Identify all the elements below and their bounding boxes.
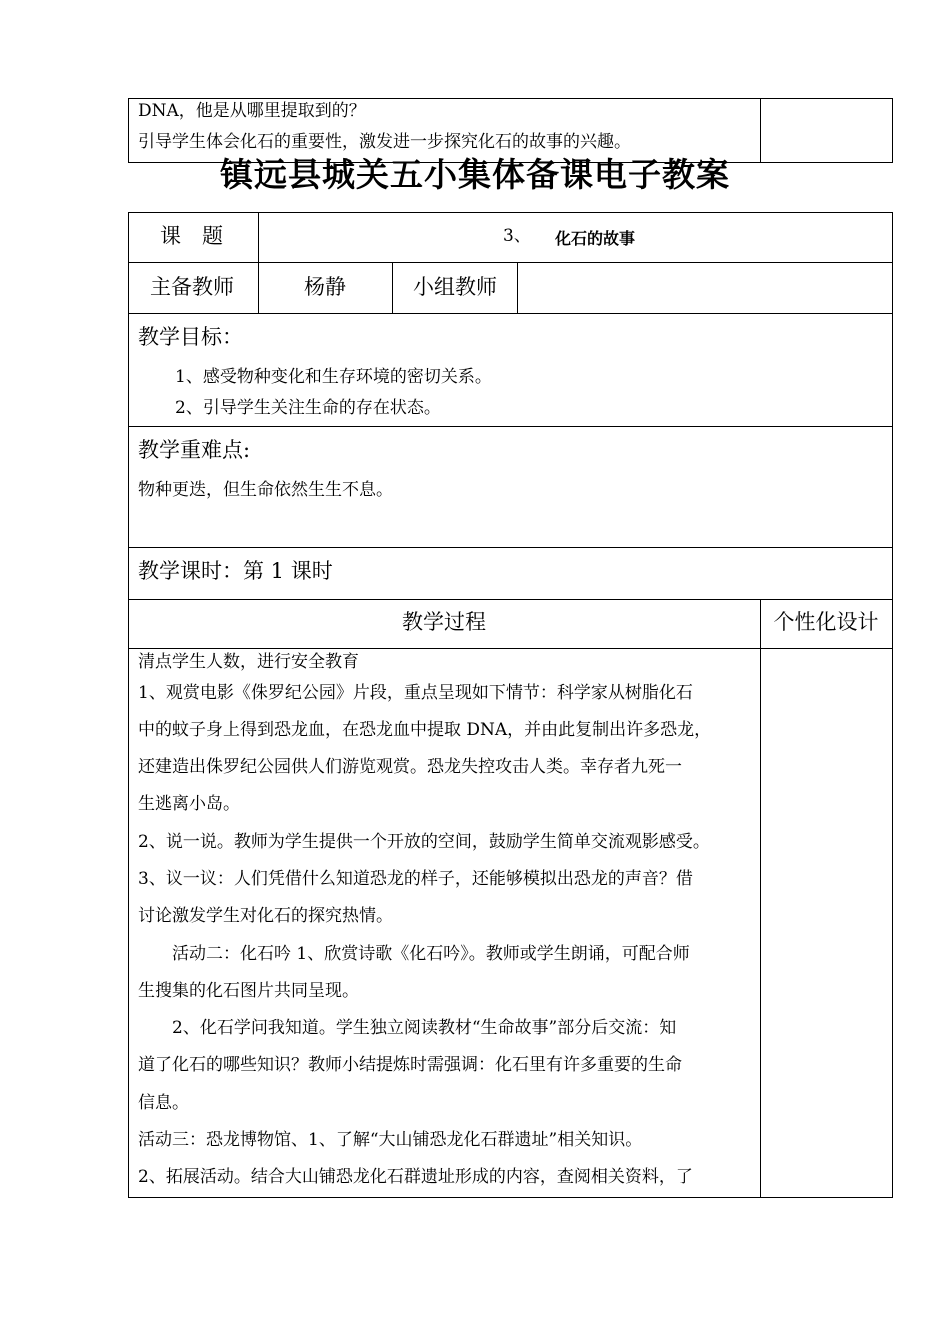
group-teacher-label: 小组教师 <box>413 275 497 299</box>
row-line-8 <box>128 1197 893 1198</box>
teaching-periods: 教学课时：第 1 课时 <box>138 559 333 583</box>
process-line: 中的蚊子身上得到恐龙血，在恐龙血中提取 DNA，并由此复制出许多恐龙， <box>138 720 712 740</box>
process-line: 3、议一议：人们凭借什么知道恐龙的样子，还能够模拟出恐龙的声音？借 <box>138 869 693 889</box>
process-line: 生逃离小岛。 <box>138 794 240 814</box>
doc-title: 镇远县城关五小集体备课电子教案 <box>220 155 730 194</box>
main-teacher-name: 杨静 <box>304 275 346 299</box>
process-line: 2、化石学问我知道。学生独立阅读教材“生命故事”部分后交流：知 <box>138 1018 677 1038</box>
process-line: 1、观赏电影《侏罗纪公园》片段，重点呈现如下情节：科学家从树脂化石 <box>138 683 693 703</box>
lesson-name: 化石的故事 <box>555 229 636 248</box>
process-line: 活动二：化石吟 1、欣赏诗歌《化石吟》。教师或学生朗诵，可配合师 <box>138 944 690 964</box>
lesson-number: 3、 <box>503 226 531 246</box>
table-left-border <box>128 212 129 1198</box>
process-line: 生搜集的化石图片共同呈现。 <box>138 981 359 1001</box>
process-line: 活动三：恐龙博物馆、1、了解“大山铺恐龙化石群遗址”相关知识。 <box>138 1130 643 1150</box>
key-points-text: 物种更迭，但生命依然生生不息。 <box>138 480 393 500</box>
process-line: 2、说一说。教师为学生提供一个开放的空间，鼓励学生简单交流观影感受。 <box>138 832 710 852</box>
col-line-name <box>392 262 393 314</box>
personal-design-header: 个性化设计 <box>773 610 879 634</box>
lesson-label: 课 题 <box>160 224 223 248</box>
row-line-3 <box>128 313 893 314</box>
col-line-personal <box>760 599 761 1198</box>
process-content <box>138 652 760 1197</box>
top-border <box>128 98 893 99</box>
process-line: 道了化石的哪些知识？教师小结提炼时需强调：化石里有许多重要的生命 <box>138 1055 682 1075</box>
objectives-heading: 教学目标： <box>138 325 243 349</box>
row-line-5 <box>128 547 893 548</box>
col-line-group <box>517 262 518 314</box>
top-mid-border <box>760 98 761 163</box>
objective-item: 2、引导学生关注生命的存在状态。 <box>175 398 441 418</box>
row-line-4 <box>128 426 893 427</box>
top-left-border <box>128 98 129 163</box>
top-fragment-line2: 引导学生体会化石的重要性，激发进一步探究化石的故事的兴趣。 <box>138 132 631 152</box>
top-fragment-line1: DNA，他是从哪里提取到的？ <box>138 101 366 121</box>
process-line: 还建造出侏罗纪公园供人们游览观赏。恐龙失控攻击人类。幸存者九死一 <box>138 757 682 777</box>
key-points-heading: 教学重难点: <box>138 438 251 462</box>
objective-item: 1、感受物种变化和生存环境的密切关系。 <box>175 367 492 387</box>
process-line: 清点学生人数，进行安全教育 <box>138 652 359 672</box>
process-header: 教学过程 <box>402 610 486 634</box>
row-line-6 <box>128 599 893 600</box>
row-line-2 <box>128 262 893 263</box>
process-line: 2、拓展活动。结合大山铺恐龙化石群遗址形成的内容，查阅相关资料，了 <box>138 1167 693 1187</box>
col-line-label <box>258 212 259 314</box>
top-right-border <box>892 98 893 163</box>
process-line: 信息。 <box>138 1093 189 1113</box>
process-line: 讨论激发学生对化石的探究热情。 <box>138 906 393 926</box>
row-line-1 <box>128 212 893 213</box>
main-teacher-label: 主备教师 <box>150 275 234 299</box>
table-right-border <box>892 212 893 1198</box>
row-line-7 <box>128 648 893 649</box>
